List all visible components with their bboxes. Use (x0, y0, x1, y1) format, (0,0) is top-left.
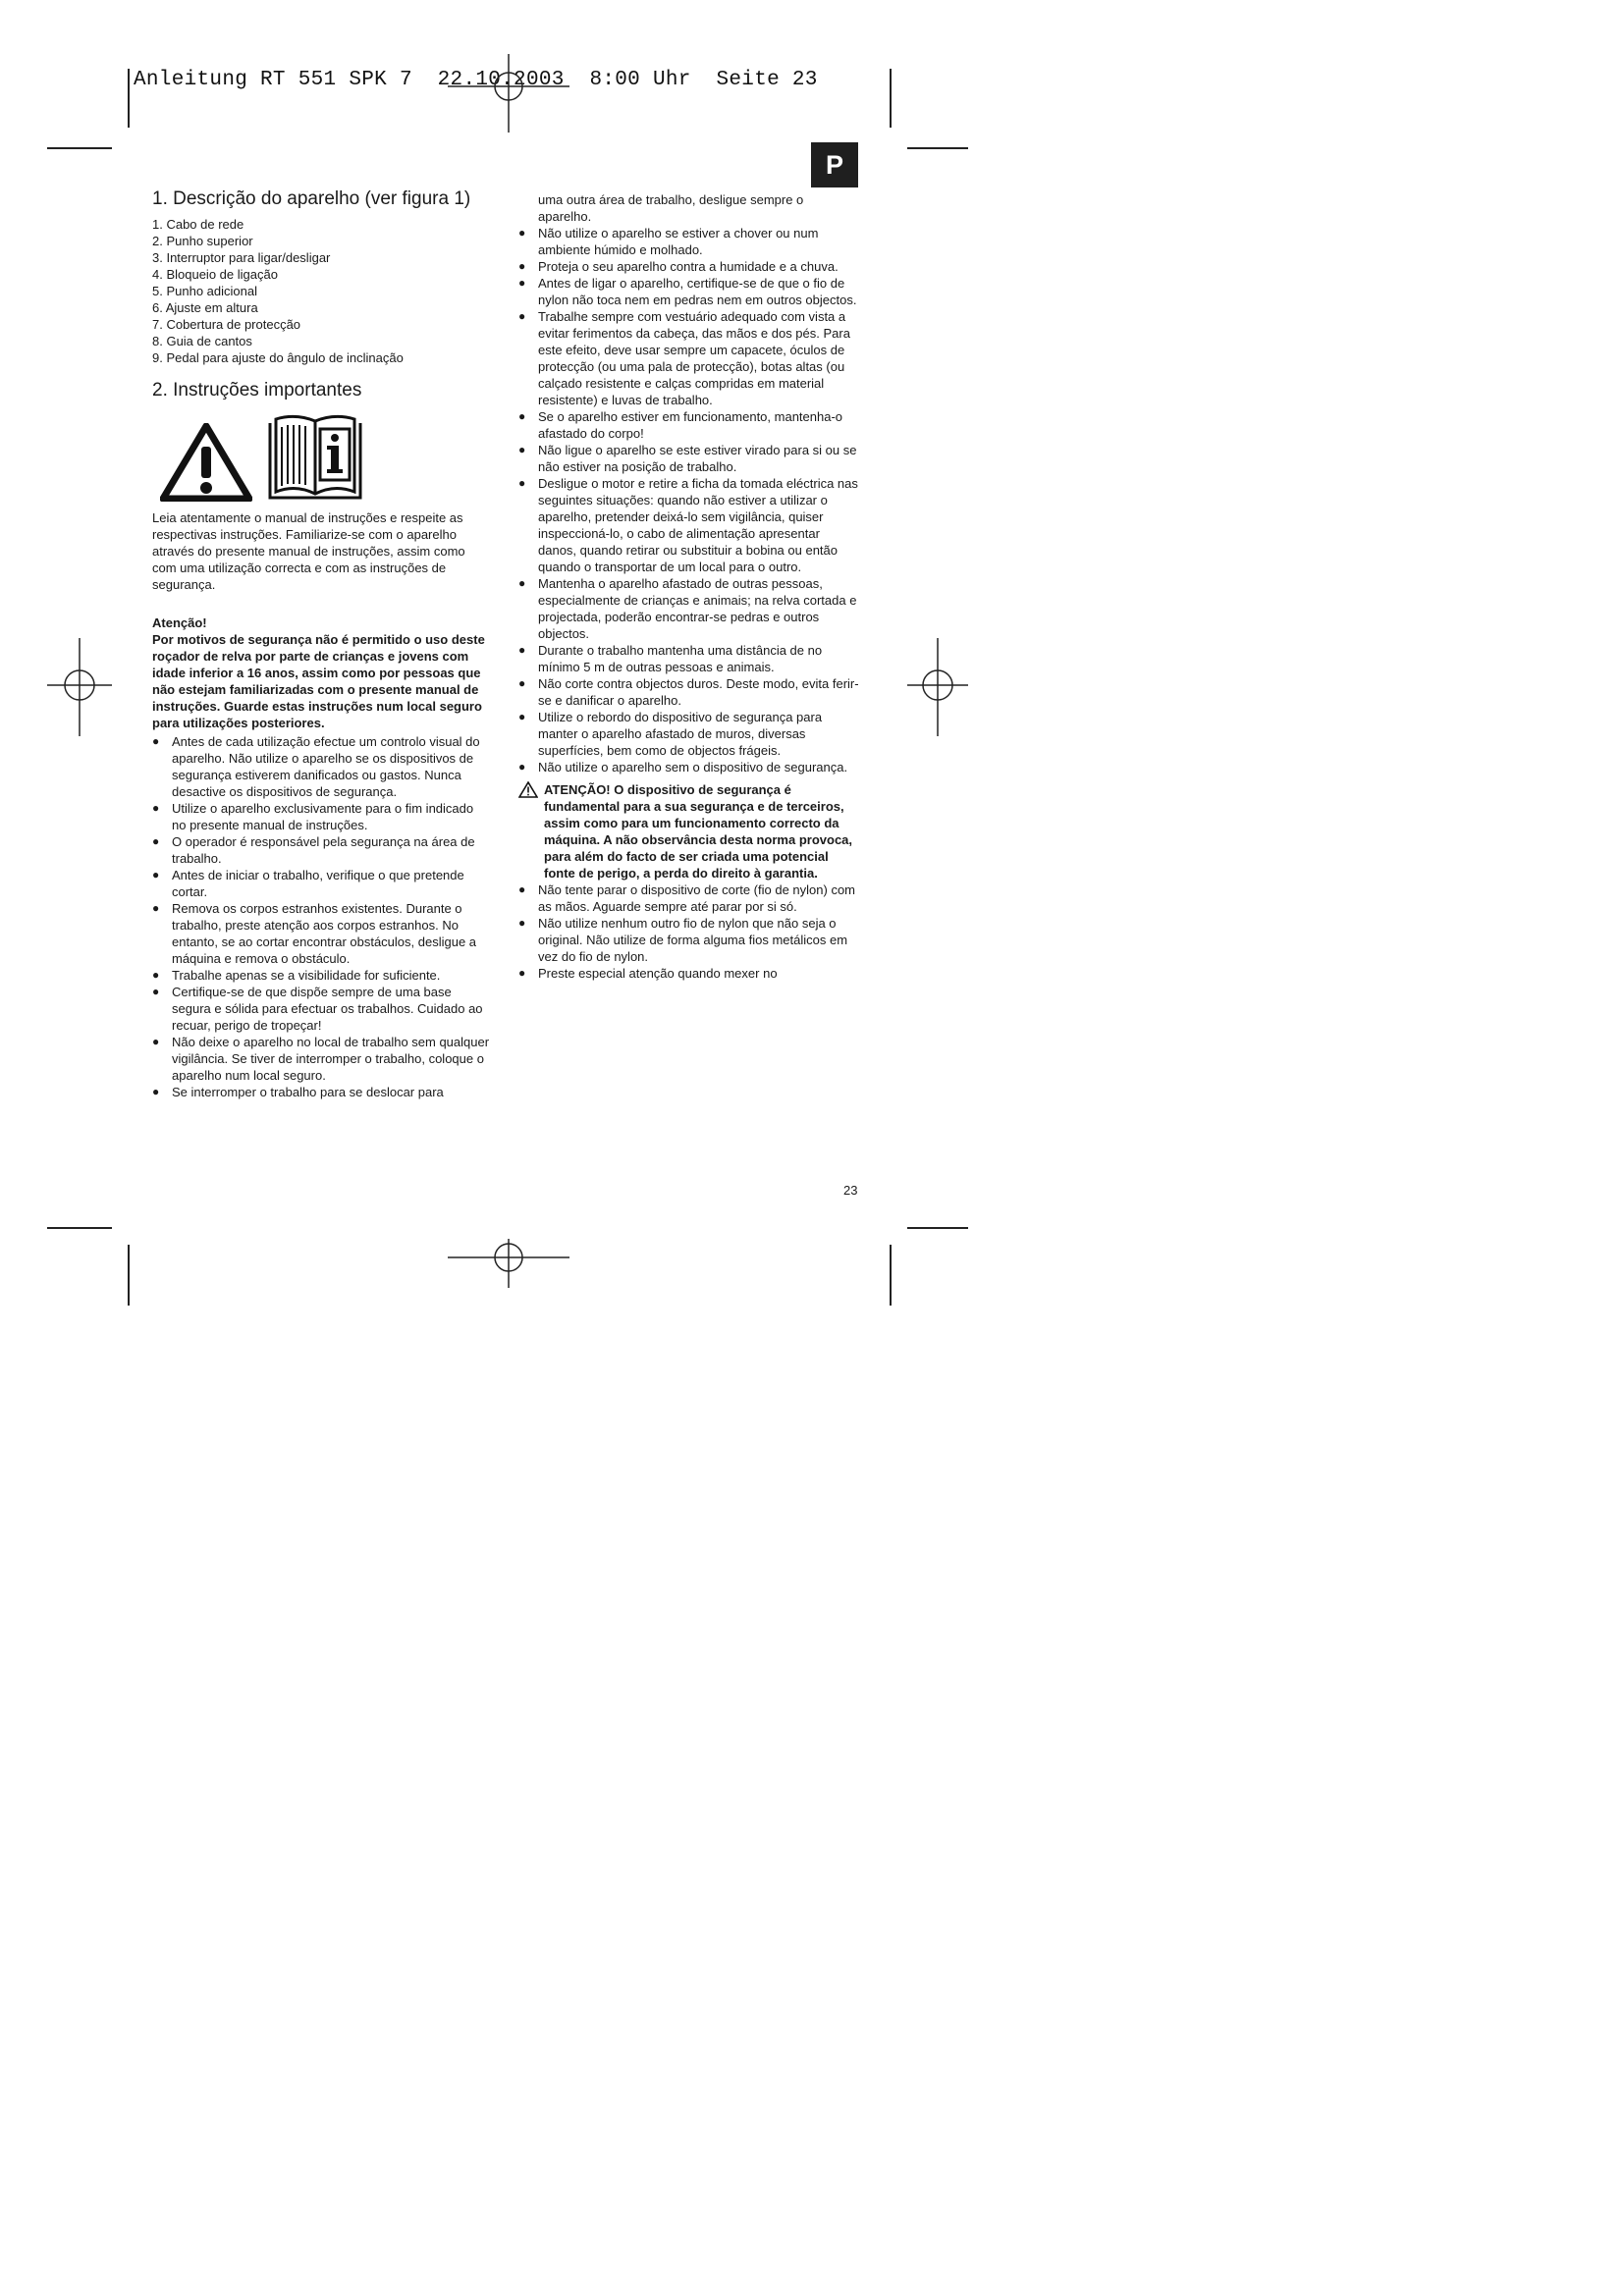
registration-mark-right (907, 638, 968, 736)
warning-text: ATENÇÃO! O dispositivo de segurança é fundamental para a sua segurança e de terceiros, assim como para um funcionamento correcto da máquina. A não observância desta norma provoca, para além do facto de ser criada uma potencial fonte de perigo, a perda do direito à garantia. (544, 782, 853, 881)
safety-bullet: ● Desligue o motor e retire a ficha da tomada eléctrica nas seguintes situações: quando não estiver a utilizar o aparelho, pretender deixá-lo sem vigilância, quiser inspeccioná-lo, o cabo de alimentação apresentar danos, quando retirar ou substituir a bobina ou então quando o transportar de um local para o outro. (518, 475, 860, 575)
bullet-continuation: uma outra área de trabalho, desligue sempre o aparelho. (538, 192, 804, 224)
warning-triangle-icon (160, 423, 252, 502)
safety-bullet: ● Trabalhe sempre com vestuário adequado com vista a evitar ferimentos da cabeça, das mãos e dos pés. Para este efeito, deve usar sempre um capacete, óculos de protecção (ou uma pala de protecção), botas altas (ou calçado resistente e calças compridas em material resistente) e luvas de trabalho. (518, 308, 860, 408)
parts-list-item: 9. Pedal para ajuste do ângulo de inclinação (152, 350, 404, 365)
attention-text: Por motivos de segurança não é permitido o uso deste roçador de relva por parte de crianças e jovens com idade inferior a 16 anos, assim como por pessoas que não estejam familiarizadas com o presente manual de instruções. Guarde estas instruções num local seguro para utilizações posteriores. (152, 632, 485, 730)
safety-bullet: ● Não utilize nenhum outro fio de nylon que não seja o original. Não utilize de forma alguma fios metálicos em vez do fio de nylon. (518, 915, 860, 965)
safety-bullet: ● Não utilize o aparelho se estiver a chover ou num ambiente húmido e molhado. (518, 225, 860, 258)
parts-list-item: 2. Punho superior (152, 234, 253, 248)
crop-mark-bottom-left-h (47, 1227, 112, 1229)
crop-mark-top-left-h (47, 147, 112, 149)
safety-bullet: ● Se interromper o trabalho para se deslocar para (152, 1084, 491, 1100)
section2-title: 2. Instruções importantes (152, 380, 362, 400)
safety-bullet: ● Mantenha o aparelho afastado de outras pessoas, especialmente de crianças e animais; na relva cortada e projectada, poderão encontrar-se pedras e outros objectos. (518, 575, 860, 642)
parts-list-item: 3. Interruptor para ligar/desligar (152, 250, 331, 265)
safety-bullet: ● Utilize o aparelho exclusivamente para o fim indicado no presente manual de instruções. (152, 800, 491, 833)
safety-icons (160, 413, 491, 502)
read-manual-icon (266, 413, 364, 502)
safety-bullets-right-after (518, 881, 860, 982)
safety-bullet: ● Antes de iniciar o trabalho, verifique o que pretende cortar. (152, 867, 491, 900)
safety-bullet: ● Certifique-se de que dispõe sempre de uma base segura e sólida para efectuar os trabalhos. Cuidado ao recuar, perigo de tropeçar! (152, 984, 491, 1034)
registration-mark-bottom (448, 1239, 569, 1288)
parts-list-item: 8. Guia de cantos (152, 334, 252, 348)
language-tab: P (811, 142, 858, 187)
safety-bullet: ● Não utilize o aparelho sem o dispositivo de segurança. (518, 759, 860, 775)
page-number: 23 (843, 1183, 858, 1198)
safety-bullets-left (152, 733, 491, 1100)
registration-mark-top (448, 54, 569, 133)
parts-list-item: 6. Ajuste em altura (152, 300, 258, 315)
parts-list-item: 1. Cabo de rede (152, 217, 244, 232)
safety-bullet: ● Durante o trabalho mantenha uma distância de no mínimo 5 m de outras pessoas e animais. (518, 642, 860, 675)
parts-list-item: 5. Punho adicional (152, 284, 257, 298)
parts-list-item: 4. Bloqueio de ligação (152, 267, 278, 282)
attention-label: Atenção! (152, 615, 207, 630)
safety-bullet: ● O operador é responsável pela segurança na área de trabalho. (152, 833, 491, 867)
warning-small-icon (518, 781, 538, 798)
safety-bullet: ● Não tente parar o dispositivo de corte (fio de nylon) com as mãos. Aguarde sempre até parar por si só. (518, 881, 860, 915)
safety-bullet: ● Antes de cada utilização efectue um controlo visual do aparelho. Não utilize o aparelho se os dispositivos de segurança estiverem danificados ou gastos. Nunca desactive os dispositivos de segurança. (152, 733, 491, 800)
safety-bullets-right (518, 225, 860, 775)
safety-bullet: ● Proteja o seu aparelho contra a humidade e a chuva. (518, 258, 860, 275)
safety-bullet: ● Antes de ligar o aparelho, certifique-se de que o fio de nylon não toca nem em pedras nem em outros objectos. (518, 275, 860, 308)
print-header: Anleitung RT 551 SPK 7 22.10.2003 8:00 Uhr Seite 23 (134, 69, 818, 91)
warning-block (518, 781, 860, 881)
crop-mark-bottom-left-v (128, 1245, 130, 1306)
crop-mark-top-left-v (128, 69, 130, 128)
crop-mark-top-right-v (890, 69, 892, 128)
section2-intro: Leia atentamente o manual de instruções e respeite as respectivas instruções. Familiarize-se com o aparelho através do presente manual de instruções, assim como com uma utilização correcta e com as instruções de segurança. (152, 510, 465, 592)
crop-mark-bottom-right-h (907, 1227, 968, 1229)
safety-bullet: ● Preste especial atenção quando mexer no (518, 965, 860, 982)
column-right (518, 191, 860, 982)
safety-bullet: ● Não ligue o aparelho se este estiver virado para si ou se não estiver na posição de trabalho. (518, 442, 860, 475)
safety-bullet: ● Trabalhe apenas se a visibilidade for suficiente. (152, 967, 491, 984)
safety-bullet: ● Utilize o rebordo do dispositivo de segurança para manter o aparelho afastado de muros, diversas superfícies, bem como de objectos frágeis. (518, 709, 860, 759)
column-left (152, 188, 491, 1100)
parts-list (152, 216, 491, 366)
safety-bullet: ● Se o aparelho estiver em funcionamento, mantenha-o afastado do corpo! (518, 408, 860, 442)
registration-mark-left (47, 638, 112, 736)
safety-bullet: ● Não corte contra objectos duros. Deste modo, evita ferir-se e danificar o aparelho. (518, 675, 860, 709)
safety-bullet: ● Não deixe o aparelho no local de trabalho sem qualquer vigilância. Se tiver de interromper o trabalho, coloque o aparelho num local seguro. (152, 1034, 491, 1084)
section1-title: 1. Descrição do aparelho (ver figura 1) (152, 188, 471, 209)
safety-bullet: ● Remova os corpos estranhos existentes. Durante o trabalho, preste atenção aos corpos estranhos. No entanto, se ao cortar encontrar obstáculos, desligue a máquina e remova o obstáculo. (152, 900, 491, 967)
crop-mark-top-right-h (907, 147, 968, 149)
parts-list-item: 7. Cobertura de protecção (152, 317, 301, 332)
crop-mark-bottom-right-v (890, 1245, 892, 1306)
